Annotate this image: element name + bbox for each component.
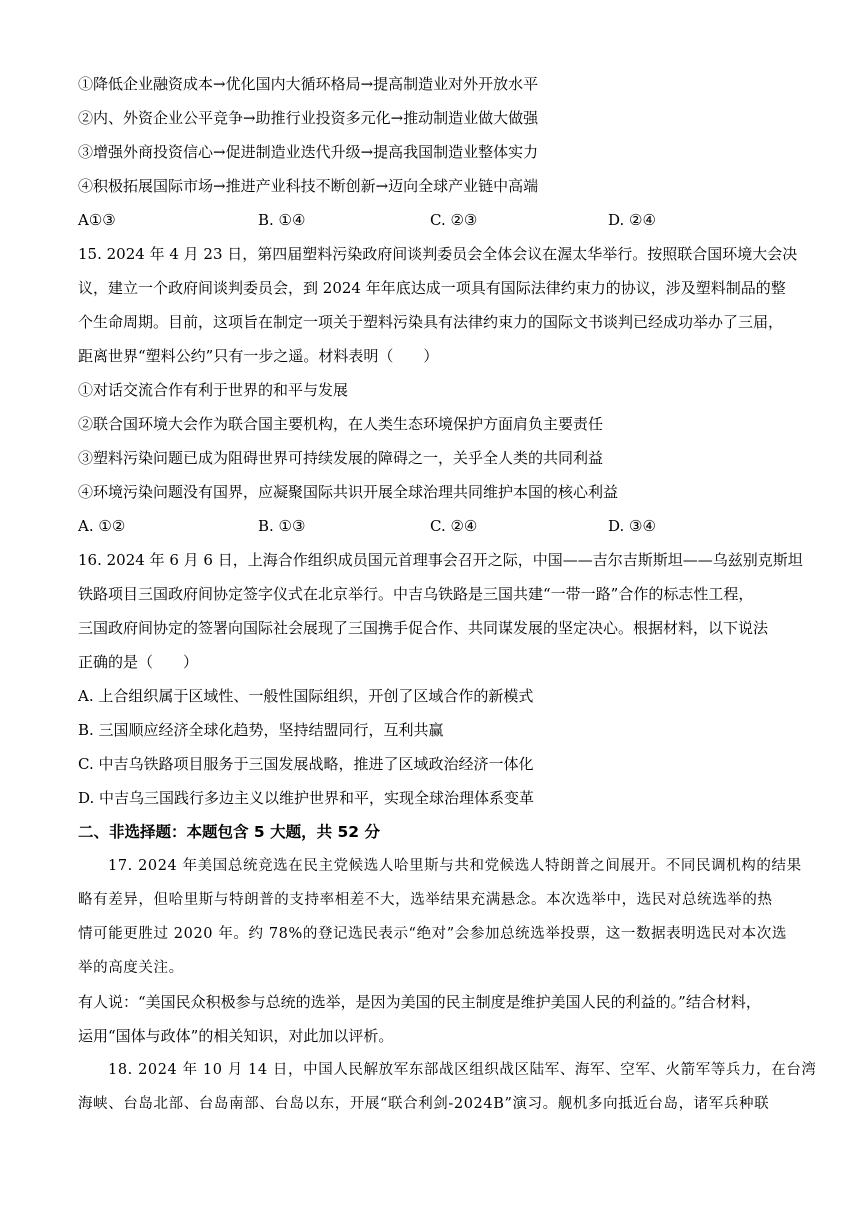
q15-option-a: A. ①② xyxy=(78,517,126,535)
q14-item-3: ③增强外商投资信心→促进制造业迭代升级→提高我国制造业整体实力 xyxy=(78,143,539,161)
q14-item-2: ②内、外资企业公平竞争→助推行业投资多元化→推动制造业做大做强 xyxy=(78,109,539,127)
q14-option-b: B. ①④ xyxy=(258,211,306,229)
q15-stem-line-2: 议，建立一个政府间谈判委员会，到 2024 年年底达成一项具有国际法律约束力的协议，涉及塑料制品的整 xyxy=(78,279,786,297)
q14-option-d: D. ②④ xyxy=(608,211,656,229)
q14-options xyxy=(78,210,778,230)
q14-item-4: ④积极拓展国际市场→推进产业科技不断创新→迈向全球产业链中高端 xyxy=(78,177,539,195)
q18-material-line-2: 海峡、台岛北部、台岛南部、台岛以东，开展“联合利剑-2024B”演习。舰机多向抵近台岛，诸军兵种联 xyxy=(78,1096,770,1112)
q16-stem-line-2: 铁路项目三国政府间协定签字仪式在北京举行。中吉乌铁路是三国共建“一带一路”合作的标志性工程， xyxy=(78,585,754,603)
q16-option-b: B. 三国顺应经济全球化趋势，坚持结盟同行，互利共赢 xyxy=(78,721,444,739)
q16-stem-line-3: 三国政府间协定的签署向国际社会展现了三国携手促合作、共同谋发展的坚定决心。根据材料，以下说法 xyxy=(78,619,769,637)
q15-item-3: ③塑料污染问题已成为阻碍世界可持续发展的障碍之一，关乎全人类的共同利益 xyxy=(78,449,604,467)
q15-stem-line-4: 距离世界“塑料公约”只有一步之遥。材料表明（ ） xyxy=(78,347,439,365)
q16-option-a: A. 上合组织属于区域性、一般性国际组织，开创了区域合作的新模式 xyxy=(78,687,534,705)
q17-question-line-2: 运用“国体与政体”的相关知识，对此加以评析。 xyxy=(78,1027,394,1045)
q15-option-b: B. ①③ xyxy=(258,517,306,535)
q15-options xyxy=(78,516,778,536)
q15-stem-line-1: 15. 2024 年 4 月 23 日，第四届塑料污染政府间谈判委员会全体会议在渥太华举行。按照联合国环境大会决 xyxy=(78,245,798,263)
q15-option-c: C. ②④ xyxy=(430,517,478,535)
q16-option-d: D. 中吉乌三国践行多边主义以维护世界和平，实现全球治理体系变革 xyxy=(78,789,535,807)
q14-option-c: C. ②③ xyxy=(430,211,478,229)
q16-stem-line-1: 16. 2024 年 6 月 6 日，上海合作组织成员国元首理事会召开之际，中国——吉尔吉斯斯坦——乌兹别克斯坦 xyxy=(78,551,803,569)
section-heading: 二、非选择题：本题包含 5 大题，共 52 分 xyxy=(78,823,380,841)
q15-item-2: ②联合国环境大会作为联合国主要机构，在人类生态环境保护方面肩负主要责任 xyxy=(78,415,604,433)
q17-question-line-1: 有人说：“美国民众积极参与总统的选举，是因为美国的民主制度是维护美国人民的利益的。”结合材料， xyxy=(78,993,761,1011)
q15-item-4: ④环境污染问题没有国界，应凝聚国际共识开展全球治理共同维护本国的核心利益 xyxy=(78,483,619,501)
q15-stem-line-3: 个生命周期。目前，这项旨在制定一项关于塑料污染具有法律约束力的国际文书谈判已经成功举办了三届， xyxy=(78,313,784,331)
q17-material-line-1: 17. 2024 年美国总统竞选在民主党候选人哈里斯与共和党候选人特朗普之间展开。不同民调机构的结果 xyxy=(108,858,802,874)
q15-option-d: D. ③④ xyxy=(608,517,656,535)
q17-material-line-3: 情可能更胜过 2020 年。约 78%的登记选民表示“绝对”会参加总统选举投票，这一数据表明选民对本次选 xyxy=(78,926,787,942)
q14-option-a: A①③ xyxy=(78,211,116,229)
q18-material-line-1: 18. 2024 年 10 月 14 日，中国人民解放军东部战区组织战区陆军、海军、空军、火箭军等兵力，在台湾 xyxy=(108,1062,817,1078)
q17-material-line-2: 略有差异，但哈里斯与特朗普的支持率相差不大，选举结果充满悬念。本次选举中，选民对总统选举的热 xyxy=(78,892,773,908)
q16-option-c: C. 中吉乌铁路项目服务于三国发展战略，推进了区域政治经济一体化 xyxy=(78,755,534,773)
q16-stem-line-4: 正确的是（ ） xyxy=(78,653,199,671)
q15-item-1: ①对话交流合作有利于世界的和平与发展 xyxy=(78,381,349,399)
q14-item-1: ①降低企业融资成本→优化国内大循环格局→提高制造业对外开放水平 xyxy=(78,75,539,93)
q17-material-line-4: 举的高度关注。 xyxy=(78,960,184,976)
